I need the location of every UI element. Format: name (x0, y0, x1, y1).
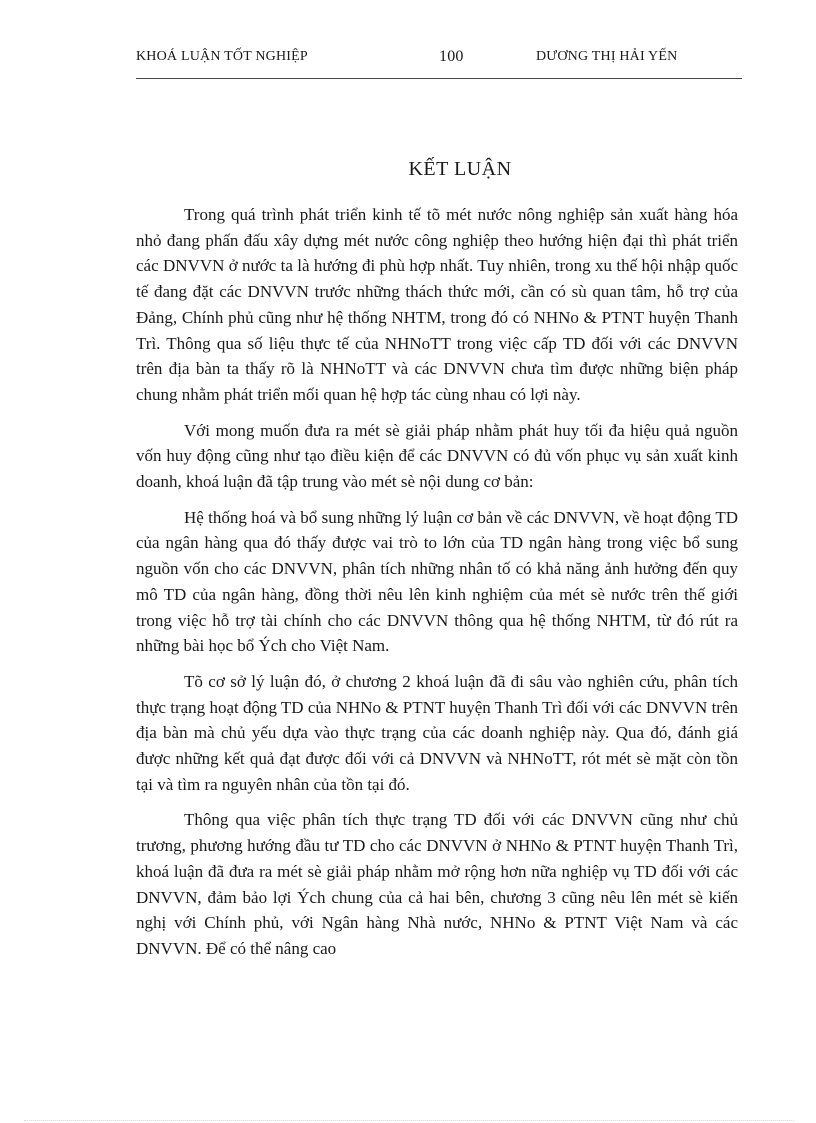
paragraph-5: Thông qua việc phân tích thực trạng TD đối với các DNVVN cũng như chủ trương, phương hướng đầu tư TD cho các DNVVN ở NHNo & PTNT huyện Thanh Trì, khoá luận đã đưa ra mét sè giải pháp nhằm mở rộng hơn nữa nghiệp vụ TD đối với các DNVVN, đảm bảo lợi Ých chung của cả hai bên, chương 3 cũng nêu lên mét sè kiến nghị với Chính phủ, với Ngân hàng Nhà nước, NHNo & PTNT Việt Nam và các DNVVN. Để có thể nâng cao (136, 810, 738, 958)
header-author-name: DƯƠNG THỊ HẢI YẾN (536, 49, 678, 64)
page-number: 100 (439, 48, 464, 65)
page-header (136, 40, 742, 79)
paragraph-4: Tõ cơ sở lý luận đó, ở chương 2 khoá luận đã đi sâu vào nghiên cứu, phân tích thực trạng hoạt động TD của NHNo & PTNT huyện Thanh Trì đối với các DNVVN trên địa bàn mà chủ yếu dựa vào thực trạng của các doanh nghiệp này. Qua đó, đánh giá được những kết quả đạt được đối với cả DNVVN và NHNoTT, rót mét sè mặt còn tồn tại và tìm ra nguyên nhân của tồn tại đó. (136, 671, 738, 794)
paragraph-2: Với mong muốn đưa ra mét sè giải pháp nhằm phát huy tối đa hiệu quả nguồn vốn huy động cũng như tạo điều kiện để các DNVVN có đủ vốn phục vụ sản xuất kinh doanh, khoá luận đã tập trung vào mét sè nội dung cơ bản: (136, 420, 738, 492)
header-thesis-label: KHOÁ LUẬN TỐT NGHIỆP (136, 49, 308, 64)
paragraph-3: Hệ thống hoá và bổ sung những lý luận cơ bản về các DNVVN, về hoạt động TD của ngân hàng qua đó thấy được vai trò to lớn của TD ngân hàng trong việc bổ sung nguồn vốn cho các DNVVN, phân tích những nhân tố có khả năng ảnh hưởng đến quy mô TD của ngân hàng, đồng thời nêu lên kinh nghiệm của mét sè nước trên thế giới trong việc hỗ trợ tài chính cho các DNVVN thông qua hệ thống NHTM, từ đó rút ra những bài học bổ Ých cho Việt Nam. (136, 507, 738, 656)
body-text (136, 202, 738, 972)
paragraph-1: Trong quá trình phát triển kinh tế tõ mét nước nông nghiệp sản xuất hàng hóa nhỏ đang phấn đấu xây dựng mét nước công nghiệp theo hướng hiện đại thì phát triển các DNVVN ở nước ta là hướng đi phù hợp nhất. Tuy nhiên, trong xu thế hội nhập quốc tế đang đặt các DNVVN trước những thách thức mới, cần có sù quan tâm, hỗ trợ của Đảng, Chính phủ cũng như hệ thống NHTM, trong đó có NHNo & PTNT huyện Thanh Trì. Thông qua số liệu thực tế của NHNoTT trong việc cấp TD đối với các DNVVN trên địa bàn ta thấy rõ là NHNoTT và các DNVVN chưa tìm được những biện pháp chung nhằm phát triển mối quan hệ hợp tác cùng nhau có lợi này. (136, 205, 738, 404)
section-title: KẾT LUẬN (408, 158, 512, 180)
page-bottom-divider (24, 1120, 794, 1121)
